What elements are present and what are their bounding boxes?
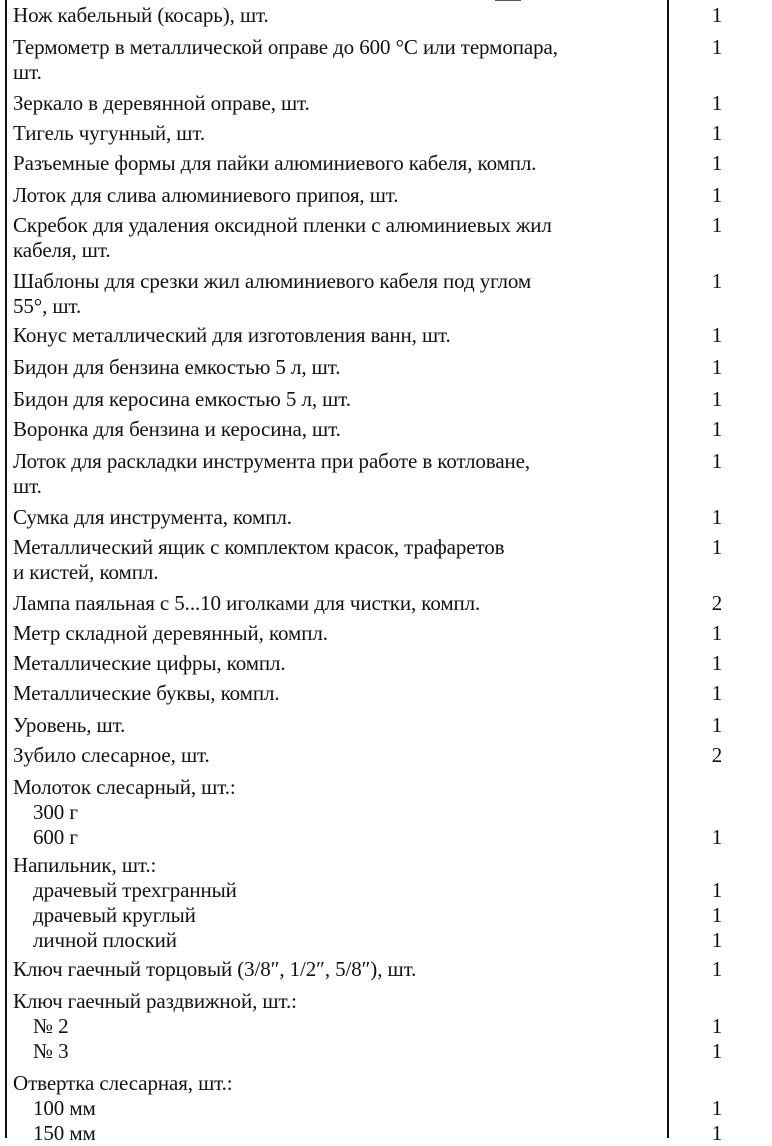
item-quantity — [702, 121, 732, 146]
item-quantity — [702, 91, 732, 116]
item-quantity-line: 1 — [711, 1121, 723, 1145]
item-quantity-line: 1 — [711, 269, 723, 293]
item-name-line: Термометр в металлической оправе до 600 °С или термопара, — [13, 35, 558, 59]
item-quantity — [702, 269, 732, 294]
item-name — [13, 449, 658, 499]
item-name — [13, 713, 658, 738]
item-name-line: шт. — [13, 60, 42, 84]
item-name — [13, 3, 658, 28]
item-quantity-line: 1 — [711, 213, 723, 237]
item-name-line: Конус металлический для изготовления ванн, шт. — [13, 323, 451, 347]
item-quantity — [702, 213, 732, 238]
item-quantity-line — [702, 989, 732, 1014]
item-quantity — [702, 621, 732, 646]
item-name-line: 300 г — [33, 800, 78, 824]
item-name-line: № 2 — [33, 1014, 69, 1038]
item-name-line: шт. — [13, 474, 42, 498]
item-name — [13, 505, 658, 530]
item-quantity-line: 1 — [711, 1014, 723, 1038]
item-quantity — [702, 183, 732, 208]
item-name-line: Металлические буквы, компл. — [13, 681, 280, 705]
item-quantity-line: 1 — [711, 323, 723, 347]
item-quantity-line — [702, 775, 732, 800]
item-quantity-line: 1 — [711, 957, 723, 981]
item-quantity-line: 1 — [711, 928, 723, 952]
item-quantity-line: 1 — [711, 449, 723, 473]
item-quantity — [702, 417, 732, 442]
item-name-line: Уровень, шт. — [13, 713, 126, 737]
item-name-line: Зеркало в деревянной оправе, шт. — [13, 91, 310, 115]
item-quantity-line: 1 — [711, 151, 723, 175]
item-name — [13, 775, 658, 850]
item-quantity — [702, 355, 732, 380]
item-name-line: Ключ гаечный торцовый (3/8″, 1/2″, 5/8″), шт. — [13, 957, 417, 981]
left-table-rule — [5, 0, 7, 1138]
item-quantity — [702, 35, 732, 60]
item-quantity-line: 1 — [711, 35, 723, 59]
item-name-line: Молоток слесарный, шт.: — [13, 775, 236, 799]
item-quantity-line: 1 — [711, 417, 723, 441]
item-name — [13, 269, 658, 319]
item-name-line: Шаблоны для срезки жил алюминиевого кабеля под углом — [13, 269, 532, 293]
item-quantity-line: 1 — [711, 903, 723, 927]
item-name-line: Бидон для керосина емкостью 5 л, шт. — [13, 387, 351, 411]
item-quantity-line — [702, 853, 732, 878]
item-quantity-line: 1 — [711, 3, 723, 27]
item-quantity-line — [702, 800, 732, 825]
item-name — [13, 121, 658, 146]
item-name-line: Отвертка слесарная, шт.: — [13, 1071, 233, 1095]
item-quantity — [702, 591, 732, 616]
item-quantity — [702, 449, 732, 474]
item-quantity-line: 2 — [711, 743, 723, 767]
item-quantity-line: 1 — [711, 651, 723, 675]
item-quantity-line: 1 — [711, 878, 723, 902]
item-name-line: кабеля, шт. — [13, 238, 111, 262]
item-quantity — [702, 681, 732, 706]
item-quantity-line: 2 — [711, 591, 723, 615]
item-name-line: Бидон для бензина емкостью 5 л, шт. — [13, 355, 341, 379]
item-quantity — [702, 743, 732, 768]
item-name — [13, 35, 658, 85]
item-name-line: личной плоский — [33, 928, 177, 952]
item-quantity-line — [702, 1071, 732, 1096]
item-name-line: Воронка для бензина и керосина, шт. — [13, 417, 341, 441]
item-name — [13, 183, 658, 208]
item-name-line: Напильник, шт.: — [13, 853, 157, 877]
item-name-line: Сумка для инструмента, компл. — [13, 505, 292, 529]
item-name — [13, 1071, 658, 1146]
item-quantity-line: 1 — [711, 621, 723, 645]
item-quantity-line: 1 — [711, 681, 723, 705]
item-name — [13, 743, 658, 768]
item-name-line: Тигель чугунный, шт. — [13, 121, 206, 145]
item-quantity — [702, 323, 732, 348]
item-name — [13, 989, 658, 1064]
item-quantity — [702, 651, 732, 676]
item-name — [13, 91, 658, 116]
item-name-line: драчевый трехгранный — [33, 878, 237, 902]
item-name-line: Метр складной деревянный, компл. — [13, 621, 328, 645]
item-quantity — [702, 387, 732, 412]
item-name-line: Лоток для раскладки инструмента при работе в котловане, — [13, 449, 531, 473]
item-name — [13, 387, 658, 412]
item-name-line: Лампа паяльная с 5...10 иголками для чистки, компл. — [13, 591, 481, 615]
item-quantity-line: 1 — [711, 1096, 723, 1120]
item-quantity — [702, 151, 732, 176]
item-name-line: 150 мм — [33, 1121, 96, 1145]
item-name-line: Зубило слесарное, шт. — [13, 743, 210, 767]
item-quantity-line: 1 — [711, 387, 723, 411]
item-name-line: 55°, шт. — [13, 294, 82, 318]
item-quantity — [702, 1071, 732, 1146]
item-name — [13, 355, 658, 380]
item-quantity-line: 1 — [711, 713, 723, 737]
item-name-line: 100 мм — [33, 1096, 96, 1120]
item-name — [13, 417, 658, 442]
item-name — [13, 681, 658, 706]
item-quantity-line: 1 — [711, 355, 723, 379]
top-rule — [495, 0, 521, 1]
item-quantity — [702, 535, 732, 560]
item-quantity-line: 1 — [711, 505, 723, 529]
item-name — [13, 591, 658, 616]
item-quantity — [702, 3, 732, 28]
item-name — [13, 323, 658, 348]
item-quantity — [702, 853, 732, 953]
item-quantity-line: 1 — [711, 91, 723, 115]
item-quantity — [702, 713, 732, 738]
item-name-line: Скребок для удаления оксидной пленки с алюминиевых жил — [13, 213, 552, 237]
item-name — [13, 651, 658, 676]
item-name-line: драчевый круглый — [33, 903, 196, 927]
item-name — [13, 853, 658, 953]
item-name-line: Лоток для слива алюминиевого припоя, шт. — [13, 183, 399, 207]
item-name-line: Разъемные формы для пайки алюминиевого кабеля, компл. — [13, 151, 537, 175]
item-name — [13, 621, 658, 646]
item-name — [13, 957, 658, 982]
item-name-line: Металлический ящик с комплектом красок, трафаретов — [13, 535, 505, 559]
item-quantity-line: 1 — [711, 1039, 723, 1063]
item-name — [13, 535, 658, 585]
item-quantity-line: 1 — [711, 183, 723, 207]
item-quantity — [702, 957, 732, 982]
item-name-line: 600 г — [33, 825, 78, 849]
item-quantity — [702, 775, 732, 850]
item-name-line: Ключ гаечный раздвижной, шт.: — [13, 989, 297, 1013]
item-name-line: № 3 — [33, 1039, 69, 1063]
item-name — [13, 151, 658, 176]
item-name-line: и кистей, компл. — [13, 560, 159, 584]
item-quantity-line: 1 — [711, 535, 723, 559]
item-quantity — [702, 505, 732, 530]
item-quantity-line: 1 — [711, 121, 723, 145]
item-name-line: Нож кабельный (косарь), шт. — [13, 3, 269, 27]
item-quantity-line: 1 — [711, 825, 723, 849]
item-name-line: Металлические цифры, компл. — [13, 651, 286, 675]
item-quantity — [702, 989, 732, 1064]
column-divider-rule — [667, 0, 669, 1138]
item-name — [13, 213, 658, 263]
